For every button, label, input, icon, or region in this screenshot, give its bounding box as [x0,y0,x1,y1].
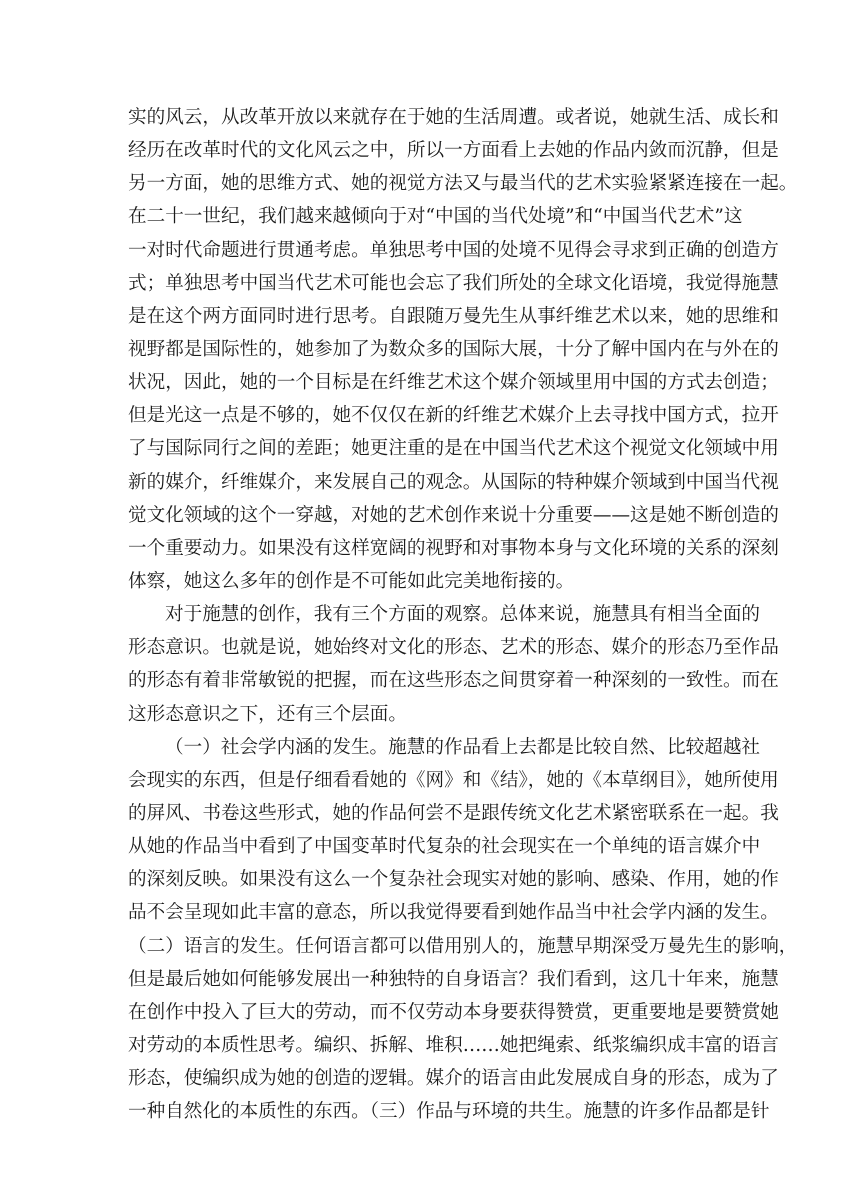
text-line: 一个重要动力。如果没有这样宽阔的视野和对事物本身与文化环境的关系的深刻 [128,537,779,559]
text-line: 在二十一世纪，我们越来越倾向于对“中国的当代处境”和“中国当代艺术”这 [128,206,743,228]
text-line: 这形态意识之下，还有三个层面。 [128,703,407,725]
body-text [128,101,798,1128]
text-line: 经历在改革时代的文化风云之中，所以一方面看上去她的作品内敛而沉静，但是 [128,140,779,162]
text-line: （二）语言的发生。任何语言都可以借用别人的，施慧早期深受万曼先生的影响， [128,935,798,957]
text-line: 但是最后她如何能够发展出一种独特的自身语言？我们看到，这几十年来，施慧 [128,968,779,990]
text-line: 对于施慧的创作，我有三个方面的观察。总体来说，施慧具有相当全面的 [165,604,761,626]
text-line: 形态，使编织成为她的创造的逻辑。媒介的语言由此发展成自身的形态，成为了 [128,1068,779,1090]
text-line: 了与国际同行之间的差距；她更注重的是在中国当代艺术这个视觉文化领域中用 [128,438,779,460]
text-line: 式；单独思考中国当代艺术可能也会忘了我们所处的全球文化语境，我觉得施慧 [128,272,779,294]
text-line: 新的媒介，纤维媒介，来发展自己的观念。从国际的特种媒介领域到中国当代视 [128,471,779,493]
text-line: 从她的作品当中看到了中国变革时代复杂的社会现实在一个单纯的语言媒介中 [128,836,761,858]
text-line: 在创作中投入了巨大的劳动，而不仅劳动本身要获得赞赏，更重要地是要赞赏她 [128,1001,779,1023]
text-line: 但是光这一点是不够的，她不仅仅在新的纤维艺术媒介上去寻找中国方式，拉开 [128,405,779,427]
text-line: 对劳动的本质性思考。编织、拆解、堆积……她把绳索、纸浆编织成丰富的语言 [128,1034,779,1056]
text-line: 会现实的东西，但是仔细看看她的《网》和《结》，她的《本草纲目》，她所使用 [128,769,779,791]
text-line: 的形态有着非常敏锐的把握，而在这些形态之间贯穿着一种深刻的一致性。而在 [128,670,779,692]
text-line: 的屏风、书卷这些形式，她的作品何尝不是跟传统文化艺术紧密联系在一起。我 [128,802,779,824]
text-line: 另一方面，她的思维方式、她的视觉方法又与最当代的艺术实验紧紧连接在一起。 [128,173,798,195]
text-line: 一种自然化的本质性的东西。（三）作品与环境的共生。施慧的许多作品都是针 [128,1101,770,1123]
text-line: 形态意识。也就是说，她始终对文化的形态、艺术的形态、媒介的形态乃至作品 [128,637,779,659]
text-line: 是在这个两方面同时进行思考。自跟随万曼先生从事纤维艺术以来，她的思维和 [128,305,779,327]
text-line: 品不会呈现如此丰富的意态，所以我觉得要看到她作品当中社会学内涵的发生。 [128,902,779,924]
text-line: 实的风云，从改革开放以来就存在于她的生活周遭。或者说，她就生活、成长和 [128,107,779,128]
text-line: （一）社会学内涵的发生。施慧的作品看上去都是比较自然、比较超越社 [165,736,761,758]
text-line: 视野都是国际性的，她参加了为数众多的国际大展，十分了解中国内在与外在的 [128,338,779,360]
text-line: 的深刻反映。如果没有这么一个复杂社会现实对她的影响、感染、作用，她的作 [128,869,779,891]
text-line: 一对时代命题进行贯通考虑。单独思考中国的处境不见得会寻求到正确的创造方 [128,239,779,261]
text-line: 状况，因此，她的一个目标是在纤维艺术这个媒介领域里用中国的方式去创造； [128,372,779,394]
text-line: 体察，她这么多年的创作是不可能如此完美地衔接的。 [128,570,575,592]
text-line: 觉文化领域的这个一穿越，对她的艺术创作来说十分重要——这是她不断创造的 [128,504,779,526]
